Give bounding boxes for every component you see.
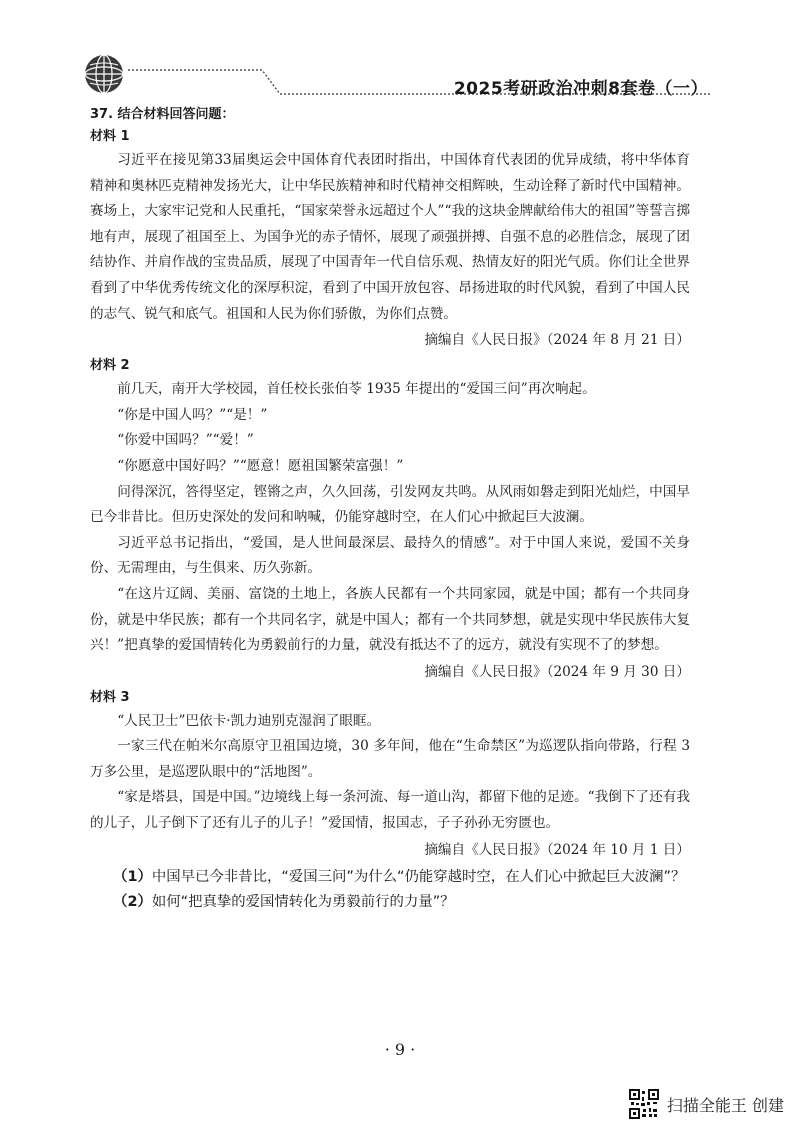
material-paragraph: “家是塔县，国是中国。”边境线上每一条河流、每一道山沟，都留下他的足迹。“我倒下了还有我的儿子，儿子倒下了还有儿子的儿子！”爱国情，报国志，子子孙孙无穷匮也。 [90, 789, 690, 832]
sub-question-1 [90, 865, 690, 890]
globe-logo-icon [82, 52, 126, 96]
header-title: 2025考研政治冲刺8套卷（一） [453, 79, 708, 99]
qr-code-icon [629, 1089, 659, 1119]
material-paragraph: “你爱中国吗？”“爱！” [117, 432, 254, 449]
material-paragraph: 问得深沉，答得坚定，铿锵之声，久久回荡，引发网友共鸣。从风雨如磐走到阳光灿烂，中国早已今非昔比。但历史深处的发问和呐喊，仍能穿越时空，在人们心中掀起巨大波澜。 [90, 483, 690, 526]
material-paragraph: 前几天，南开大学校园，首任校长张伯苓 1935 年提出的“爱国三问”再次响起。 [117, 381, 596, 398]
material-3 [90, 687, 690, 863]
sub-question-number: （1） [113, 868, 152, 885]
material-paragraph: 一家三代在帕米尔高原守卫祖国边境，30 多年间，他在“生命禁区”为巡逻队指向带路，行程 3 万多公里，是巡逻队眼中的“活地图”。 [90, 738, 690, 780]
question-content [90, 104, 690, 915]
material-paragraph: “人民卫士”巴依卡·凯力迪别克湿润了眼眶。 [117, 712, 381, 729]
material-source: 摘编自《人民日报》（2024 年 8 月 21 日） [424, 332, 690, 349]
material-paragraph: “你是中国人吗？”“是！” [117, 406, 268, 423]
page-number: · 9 · [384, 1040, 416, 1059]
material-paragraph: “你愿意中国好吗？”“愿意！愿祖国繁荣富强！” [117, 457, 404, 474]
material-paragraph: 习近平在接见第33届奥运会中国体育代表团时指出，中国体育代表团的优异成绩，将中华体育精神和奥林匹克精神发扬光大，让中华民族精神和时代精神交相辉映，生动诠释了新时代中国精神。赛场上，大家牢记党和人民重托，“国家荣誉永远超过个人”“我的这块金牌献给伟大的祖国”等誓言掷地有声，展现了祖国至上、为国争光的赤子情怀，展现了顽强拼搏、自强不息的必胜信念，展现了团结协作、并肩作战的宝贵品质，展现了中国青年一代自信乐观、热情友好的阳光气质。你们让全世界看到了中华优秀传统文化的深厚积淀，看到了中国开放包容、昂扬进取的时代风貌，看到了中国人民的志气、锐气和底气。祖国和人民为你们骄傲，为你们点赞。 [90, 152, 690, 322]
sub-question-2 [90, 890, 690, 915]
material-title: 材料 3 [90, 689, 130, 705]
material-source: 摘编自《人民日报》（2024 年 9 月 30 日） [424, 663, 690, 680]
sub-question-text: 如何“把真挚的爱国情转化为勇毅前行的力量”？ [151, 893, 455, 910]
material-source: 摘编自《人民日报》（2024 年 10 月 1 日） [424, 841, 690, 858]
material-2 [90, 355, 690, 685]
material-1 [90, 126, 690, 353]
scanner-watermark [629, 1084, 784, 1124]
sub-question-text: 中国早已今非昔比，“爱国三问”为什么“仍能穿越时空，在人们心中掀起巨大波澜”？ [151, 868, 686, 885]
material-title: 材料 2 [90, 358, 130, 374]
watermark-text: 扫描全能王 创建 [666, 1095, 784, 1115]
material-paragraph: “在这片辽阔、美丽、富饶的土地上，各族人民都有一个共同家园，就是中国；都有一个共同身份，就是中华民族；都有一个共同名字，就是中国人；都有一个共同梦想，就是实现中华民族伟大复兴！”把真挚的爱国情转化为勇毅前行的力量，就没有抵达不了的远方，就没有实现不了的梦想。 [90, 585, 690, 654]
material-paragraph: 习近平总书记指出，“爱国，是人世间最深层、最持久的情感”。对于中国人来说，爱国不关身份、无需理由，与生俱来、历久弥新。 [90, 534, 690, 577]
sub-question-number: （2） [113, 893, 152, 910]
question-title: 37. 结合材料回答问题： [90, 107, 235, 122]
material-title: 材料 1 [90, 129, 130, 144]
